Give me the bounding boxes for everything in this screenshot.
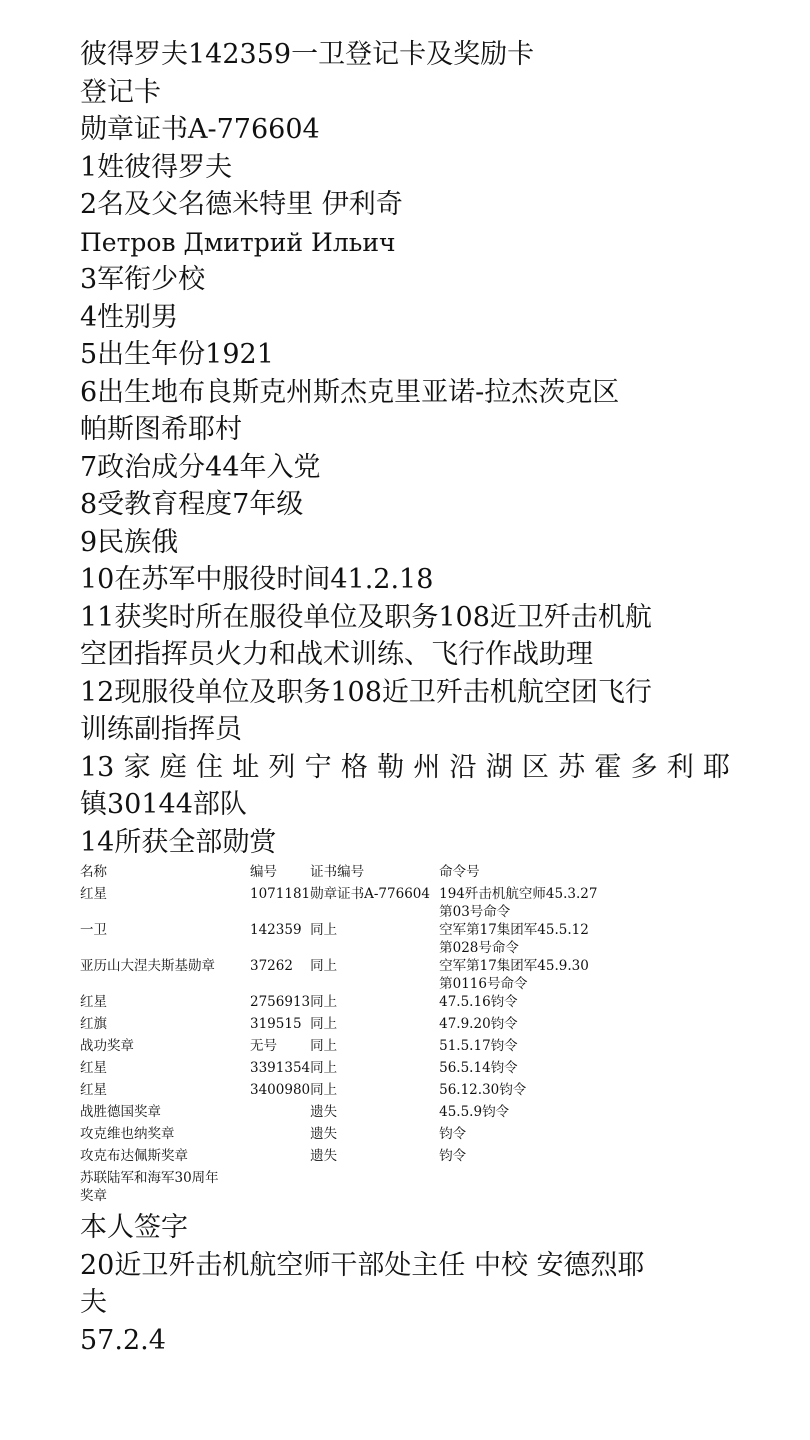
award-name: 红星 <box>80 994 107 1010</box>
certificate-number-cell: 勋章证书A-776604 <box>310 886 430 902</box>
table-row <box>80 1169 639 1205</box>
award-number <box>250 1103 310 1125</box>
field-line: 13家庭住址列宁格勒州沿湖区苏霍多利耶 <box>80 751 730 783</box>
order-number: 51.5.17钧令 <box>439 1038 518 1054</box>
awards-table <box>80 863 639 1205</box>
award-name: 亚历山大涅夫斯基勋章 <box>80 958 215 974</box>
certificate-number-cell: 遗失 <box>310 1126 338 1142</box>
award-number <box>250 1169 310 1205</box>
field-line: 9民族俄 <box>80 526 179 558</box>
column-header: 命令号 <box>439 864 480 880</box>
certificate-number-cell: 同上 <box>310 994 338 1010</box>
certificate-number: 勋章证书A-776604 <box>80 114 320 145</box>
field-line: 8受教育程度7年级 <box>80 489 304 520</box>
certificate-number-cell: 同上 <box>310 1060 338 1076</box>
signature-label: 本人签字 <box>80 1212 188 1243</box>
award-name: 红旗 <box>80 1016 107 1032</box>
fields-list <box>80 149 730 862</box>
table-row <box>80 1147 639 1169</box>
field-line: 帕斯图希耶村 <box>80 414 242 445</box>
award-number: 无号 <box>250 1038 277 1054</box>
registration-card-document <box>80 36 730 1359</box>
order-number: 194歼击机航空师45.3.27 第03号命令 <box>439 886 598 920</box>
column-header: 证书编号 <box>310 864 365 880</box>
card-subtitle: 登记卡 <box>80 76 161 108</box>
certificate-number-cell: 同上 <box>310 1082 338 1098</box>
field-line: 镇30144部队 <box>80 789 247 820</box>
document-title: 彼得罗夫142359一卫登记卡及奖励卡 <box>80 39 535 70</box>
award-name: 红星 <box>80 886 107 902</box>
table-row <box>80 921 639 957</box>
field-line: 12现服役单位及职务108近卫歼击机航空团飞行 <box>80 676 652 708</box>
award-number: 37262 <box>250 958 293 974</box>
order-number: 47.5.16钧令 <box>439 994 518 1010</box>
award-number <box>250 1125 310 1147</box>
award-number: 319515 <box>250 1016 302 1032</box>
field-line: 4性别男 <box>80 301 179 333</box>
order-number: 钧令 <box>439 1148 467 1164</box>
award-name: 苏联陆军和海军30周年 奖章 <box>80 1170 219 1204</box>
order-number: 空军第17集团军45.9.30 第0116号命令 <box>439 958 589 992</box>
award-name: 红星 <box>80 1060 107 1076</box>
order-number: 45.5.9钧令 <box>439 1104 510 1120</box>
table-row <box>80 885 639 921</box>
field-line: 3军衔少校 <box>80 264 206 295</box>
certificate-number-cell: 同上 <box>310 1016 338 1032</box>
document-date: 57.2.4 <box>80 1324 166 1356</box>
award-name: 战功奖章 <box>80 1038 134 1054</box>
award-number: 1071181 <box>250 886 311 902</box>
award-number: 3400980 <box>250 1082 311 1098</box>
table-row <box>80 993 639 1015</box>
order-number: 钧令 <box>439 1126 467 1142</box>
order-number: 47.9.20钧令 <box>439 1016 518 1032</box>
table-row <box>80 1103 639 1125</box>
field-line: 训练副指挥员 <box>80 714 242 745</box>
column-header: 名称 <box>80 864 107 880</box>
field-line: 7政治成分44年入党 <box>80 451 321 483</box>
table-row <box>80 1015 639 1037</box>
order-number: 56.5.14钧令 <box>439 1060 518 1076</box>
order-number: 空军第17集团军45.5.12 第028号命令 <box>439 922 589 956</box>
field-line: 2名及父名德米特里 伊利奇 <box>80 189 403 220</box>
table-header-row <box>80 863 639 885</box>
certificate-number-cell <box>310 1169 439 1205</box>
field-line: 14所获全部勋赏 <box>80 826 277 858</box>
table-row <box>80 1037 639 1059</box>
certificate-number-cell: 遗失 <box>310 1104 338 1120</box>
field-line: 11获奖时所在服役单位及职务108近卫歼击机航 <box>80 601 652 633</box>
signer-line-2: 夫 <box>80 1287 107 1318</box>
certificate-number-cell: 同上 <box>310 958 338 974</box>
award-name: 一卫 <box>80 922 107 938</box>
field-line: 空团指挥员火力和战术训练、飞行作战助理 <box>80 639 593 670</box>
award-name: 攻克布达佩斯奖章 <box>80 1148 188 1164</box>
table-row <box>80 1059 639 1081</box>
certificate-number-cell: 同上 <box>310 1038 338 1054</box>
award-number: 2756913 <box>250 994 311 1010</box>
order-number: 56.12.30钧令 <box>439 1082 527 1098</box>
certificate-number-cell: 同上 <box>310 922 338 938</box>
award-number: 3391354 <box>250 1060 311 1076</box>
field-line: 5出生年份1921 <box>80 339 274 370</box>
field-line: 6出生地布良斯克州斯杰克里亚诺-拉杰茨克区 <box>80 376 620 408</box>
signer-line-1: 20近卫歼击机航空师干部处主任 中校 安德烈耶 <box>80 1249 645 1281</box>
order-number <box>439 1169 639 1205</box>
award-name: 战胜德国奖章 <box>80 1104 161 1120</box>
table-row <box>80 1081 639 1103</box>
award-number <box>250 1147 310 1169</box>
certificate-number-cell: 遗失 <box>310 1148 338 1164</box>
award-number: 142359 <box>250 922 302 938</box>
table-row <box>80 1125 639 1147</box>
award-name: 攻克维也纳奖章 <box>80 1126 175 1142</box>
field-line: 10在苏军中服役时间41.2.18 <box>80 564 434 595</box>
table-row <box>80 957 639 993</box>
column-header: 编号 <box>250 864 277 880</box>
award-name: 红星 <box>80 1082 107 1098</box>
field-line: 1姓彼得罗夫 <box>80 151 233 183</box>
field-line: Петров Дмитрий Ильич <box>80 227 396 257</box>
